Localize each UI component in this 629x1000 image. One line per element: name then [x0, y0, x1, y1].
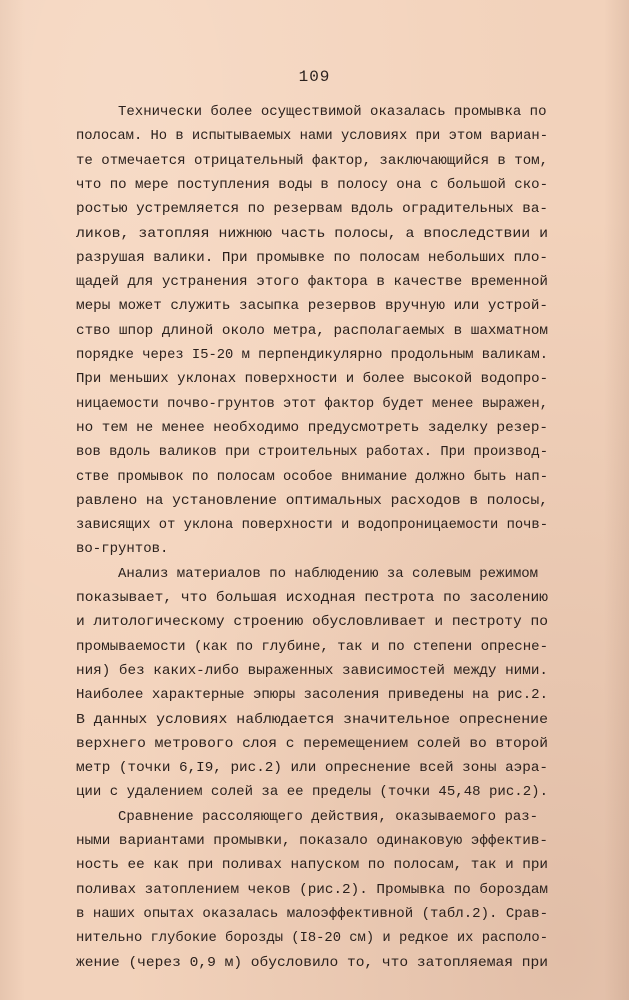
text-line: [0, 951, 629, 975]
text-line-content: ницаемости почво-грунтов этот фактор будет менее выражен,: [76, 395, 548, 412]
text-line: [0, 805, 629, 829]
text-line: [0, 343, 629, 367]
text-line: [0, 489, 629, 513]
text-line: [0, 294, 629, 318]
text-line-content: Анализ материалов по наблюдению за солевым режимом: [118, 565, 539, 582]
text-line-content: При меньших уклонах поверхности и более высокой водопро-: [76, 371, 548, 388]
text-line-content: но тем не менее необходимо предусмотреть заделку резер-: [76, 419, 548, 436]
text-line-content: ния) без каких-либо выраженных зависимостей между ними.: [76, 662, 548, 679]
text-line: [0, 756, 629, 780]
text-line: [0, 537, 629, 561]
text-line: [0, 610, 629, 634]
text-line-content: во-грунтов.: [76, 541, 169, 558]
text-line-content: ции с удалением солей за ее пределы (точки 45,48 рис.2).: [76, 784, 548, 801]
text-line-content: порядке через I5-20 м перпендикулярно продольным валикам.: [76, 347, 548, 363]
text-line: [0, 149, 629, 173]
text-line-content: ство шпор длиной около метра, располагаемых в шахматном: [76, 322, 548, 339]
text-line-content: Сравнение рассоляющего действия, оказываемого раз-: [118, 808, 539, 825]
text-line: [0, 586, 629, 610]
text-line-content: полосам. Но в испытываемых нами условиях при этом вариан-: [76, 128, 548, 145]
text-line: [0, 222, 629, 246]
text-line: [0, 124, 629, 148]
text-line: [0, 683, 629, 707]
text-line-content: разрушая валики. При промывке по полосам небольших пло-: [76, 249, 548, 266]
text-line-content: Технически более осуществимой оказалась промывка по: [118, 104, 547, 120]
text-line-content: вов вдоль валиков при строительных работах. При производ-: [76, 444, 548, 461]
text-line: [0, 440, 629, 464]
text-line: [0, 197, 629, 221]
text-line-content: и литологическому строению обусловливает и пестроту по: [76, 614, 548, 631]
text-line-content: равлено на установление оптимальных расходов в полосы,: [76, 492, 548, 509]
text-line: [0, 392, 629, 416]
text-line: [0, 878, 629, 902]
text-line-content: щадей для устранения этого фактора в качестве временной: [76, 274, 548, 291]
text-line-content: меры может служить засыпка резервов вручную или устрой-: [76, 298, 548, 315]
text-line: [0, 780, 629, 804]
page-number: 109: [298, 68, 331, 86]
text-line-content: что по мере поступления воды в полосу она с большой ско-: [76, 176, 548, 193]
text-line: [0, 513, 629, 537]
text-line: [0, 465, 629, 489]
text-line: [0, 659, 629, 683]
text-line-content: промываемости (как по глубине, так и по степени опресне-: [76, 638, 548, 655]
text-line: [0, 829, 629, 853]
text-line: [0, 100, 629, 124]
text-line-content: поливах затоплением чеков (рис.2). Промывка по бороздам: [76, 881, 548, 898]
text-line-content: ными вариантами промывки, показало одинаковую эффектив-: [76, 833, 548, 849]
text-line-content: те отмечается отрицательный фактор, заключающийся в том,: [76, 152, 548, 169]
text-line: [0, 246, 629, 270]
text-line: [0, 562, 629, 586]
text-line-content: верхнего метрового слоя с перемещением солей во второй: [76, 735, 548, 752]
text-line-content: стве промывок по полосам особое внимание должно быть нап-: [76, 468, 548, 485]
text-line: [0, 853, 629, 877]
text-line: [0, 416, 629, 440]
text-line-content: жение (через 0,9 м) обусловило то, что затопляемая при: [76, 954, 548, 971]
text-line: [0, 173, 629, 197]
text-line-content: зависящих от уклона поверхности и водопроницаемости почв-: [76, 517, 548, 534]
text-line: [0, 367, 629, 391]
text-line: [0, 926, 629, 950]
text-line: [0, 635, 629, 659]
text-line-content: в наших опытах оказалась малоэффективной (табл.2). Срав-: [76, 905, 548, 922]
text-line-content: ликов, затопляя нижнюю часть полосы, а впоследствии и: [76, 225, 548, 242]
text-line: [0, 319, 629, 343]
text-line: [0, 732, 629, 756]
text-line-content: метр (точки 6,I9, рис.2) или опреснение всей зоны аэра-: [76, 760, 548, 777]
text-line-content: В данных условиях наблюдается значительное опреснение: [76, 711, 548, 728]
text-line: [0, 270, 629, 294]
text-line-content: ность ее как при поливах напуском по полосам, так и при: [76, 857, 548, 874]
text-line: [0, 708, 629, 732]
text-line: [0, 902, 629, 926]
text-line-content: Наиболее характерные эпюры засоления приведены на рис.2.: [76, 687, 548, 704]
text-line-content: показывает, что большая исходная пестрота по засолению: [76, 590, 548, 606]
text-line-content: нительно глубокие борозды (I8-20 см) и редкое их располо-: [76, 930, 548, 947]
text-line-content: ростью устремляется по резервам вдоль оградительных ва-: [76, 201, 548, 218]
